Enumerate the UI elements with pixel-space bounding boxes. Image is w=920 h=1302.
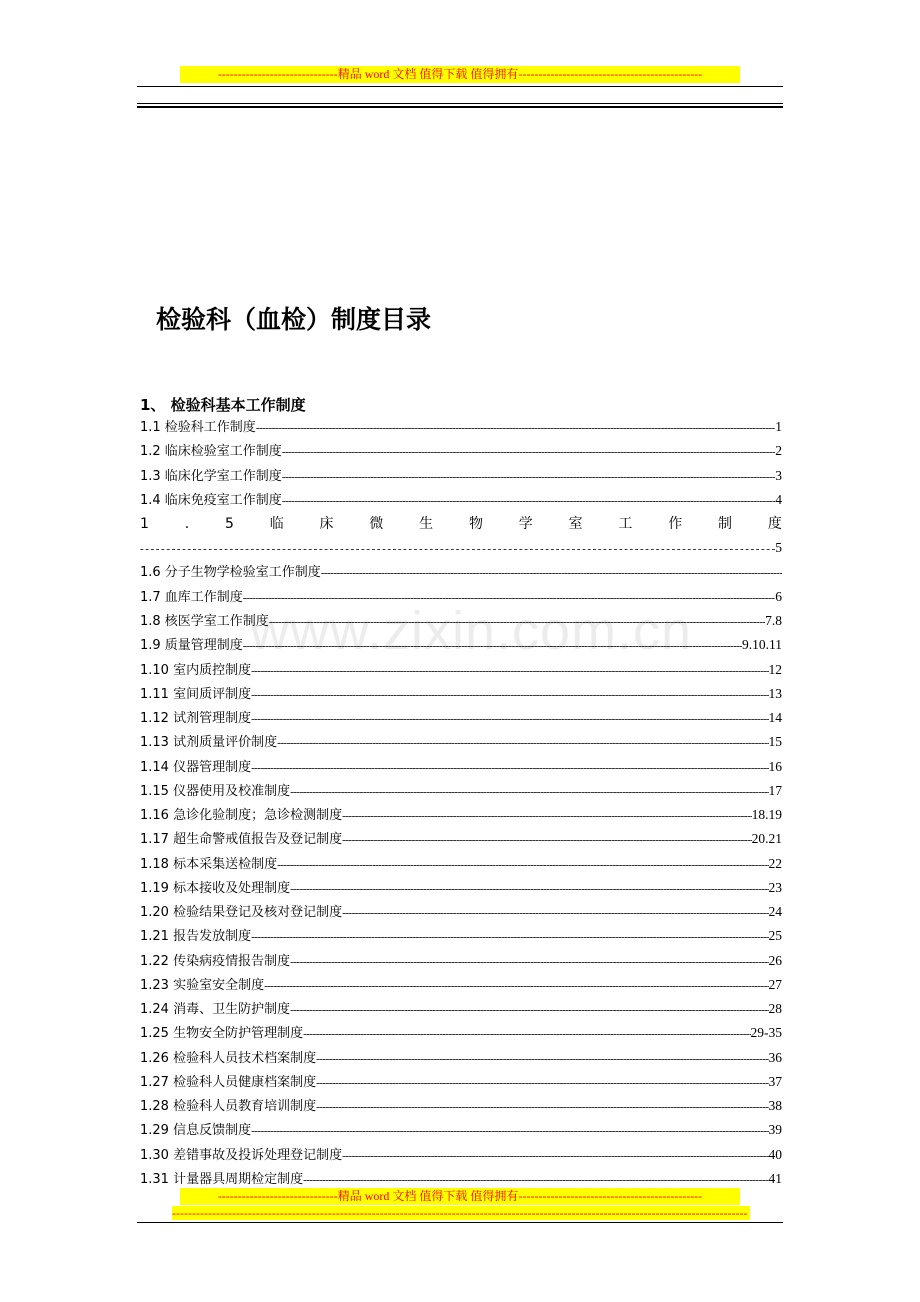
toc-leader <box>342 804 752 827</box>
toc-entry-page: 14 <box>768 710 782 725</box>
header-rule <box>137 86 783 87</box>
toc-entry-label-char: 学 <box>518 516 533 532</box>
toc-entry-label: 1.25 生物安全防护管理制度 <box>140 1026 304 1042</box>
toc-entry-page: 27 <box>768 976 782 992</box>
toc-entry-label: 1.6 分子生物学检验室工作制度 <box>140 564 321 580</box>
footer-banner: ------------------------------精品 word 文档 值得下载 值得拥有---------------------------------------------- <box>180 1188 740 1205</box>
toc-entry-label: 1.11 室间质评制度 <box>140 686 252 702</box>
toc-entry-continuation <box>140 536 782 560</box>
toc-entry-page: 37 <box>768 1073 782 1089</box>
toc-entry-page: 17 <box>768 782 782 798</box>
toc-entry-label: 1.24 消毒、卫生防护制度 <box>140 1002 291 1017</box>
toc-entry-label: 1.1 检验科工作制度 <box>140 420 256 435</box>
toc-entry[interactable] <box>140 827 782 851</box>
toc-entry-label-char: 度 <box>767 516 782 532</box>
toc-entry[interactable] <box>140 779 782 803</box>
toc-entry[interactable] <box>140 439 782 463</box>
toc-leader <box>282 440 775 463</box>
toc-entry-page: 20.21 <box>751 831 782 847</box>
toc-leader <box>251 683 768 706</box>
toc-entry-label-char: 床 <box>319 516 334 532</box>
toc-entry[interactable] <box>140 1094 782 1118</box>
toc-entry-page: 18.19 <box>751 807 782 822</box>
toc-entry-page: 13 <box>768 685 782 701</box>
toc-entry-page: 22 <box>768 855 782 871</box>
toc-entry[interactable] <box>140 658 782 682</box>
toc-entry[interactable] <box>140 852 782 876</box>
toc-entry-label: 1.13 试剂质量评价制度 <box>140 735 278 751</box>
toc-entry-label: 1.27 检验科人员健康档案制度 <box>140 1074 317 1090</box>
toc-entry[interactable] <box>140 1046 782 1070</box>
toc-leader <box>277 731 768 754</box>
toc-entry-label: 1.8 核医学室工作制度 <box>140 614 269 629</box>
toc-entry-page: 4 <box>775 491 782 507</box>
footer-rule <box>137 1222 783 1223</box>
toc-entry-label: 1.2 临床检验室工作制度 <box>140 444 282 460</box>
toc-entry-label: 1.15 仪器使用及校准制度 <box>140 783 291 799</box>
toc-entry-page: 36 <box>768 1049 782 1065</box>
toc-entry[interactable] <box>140 876 782 900</box>
toc-entry[interactable] <box>140 730 782 754</box>
toc-leader <box>277 853 768 876</box>
toc-entry[interactable] <box>140 488 782 512</box>
toc-entry[interactable] <box>140 633 782 657</box>
toc-entry-spread[interactable] <box>140 512 782 536</box>
toc-entry-label: 1.12 试剂管理制度 <box>140 711 252 726</box>
toc-entry-page: 6 <box>775 588 782 604</box>
toc-entry-page: 7.8 <box>765 613 782 628</box>
toc-entry[interactable] <box>140 949 782 973</box>
toc-leader <box>290 998 768 1021</box>
toc-leader <box>251 707 768 730</box>
toc-entry-label-char: 1 <box>140 516 149 532</box>
toc-entry[interactable] <box>140 1143 782 1167</box>
toc-entry-label: 1.17 超生命警戒值报告及登记制度 <box>140 832 343 848</box>
toc-entry-page: 40 <box>768 1146 782 1162</box>
footer-dash-line: ------------------------------------------------------------------------------------------------------------------------------------------------ <box>172 1206 750 1220</box>
toc-entry-page: 26 <box>768 952 782 968</box>
toc-entry-page: 29-35 <box>750 1025 782 1041</box>
toc-entry-label-char: 室 <box>568 516 583 532</box>
toc-entry[interactable] <box>140 900 782 924</box>
toc-leader <box>282 465 775 488</box>
toc-entry-label-char: 微 <box>369 516 384 532</box>
toc-entry-page: 12 <box>768 661 782 677</box>
toc-entry-page: 41 <box>768 1170 782 1186</box>
toc-entry-label: 1.16 急诊化验制度；急诊检测制度 <box>140 808 343 823</box>
toc-leader <box>290 780 768 803</box>
toc-entry-page: 16 <box>768 758 782 774</box>
toc-entry[interactable] <box>140 706 782 730</box>
toc-entry-label: 1.26 检验科人员技术档案制度 <box>140 1050 317 1066</box>
toc-entry-page: 2 <box>775 443 782 459</box>
toc-leader <box>251 659 768 682</box>
toc-entry[interactable] <box>140 415 782 439</box>
toc-leader <box>243 634 742 657</box>
toc-entry-page: 1 <box>775 419 782 434</box>
toc-entry[interactable] <box>140 1021 782 1045</box>
toc-entry-label: 1.7 血库工作制度 <box>140 589 243 605</box>
toc-entry-label: 1.21 报告发放制度 <box>140 929 252 945</box>
toc-entry-label-char: . <box>184 516 190 532</box>
toc-entry[interactable] <box>140 561 782 585</box>
header-banner: ------------------------------精品 word 文档 值得下载 值得拥有---------------------------------------------- <box>180 66 740 83</box>
toc-entry-label-char: 5 <box>225 516 234 532</box>
toc-entry[interactable] <box>140 585 782 609</box>
toc-leader <box>256 416 775 439</box>
toc-leader <box>251 756 768 779</box>
toc-leader <box>251 925 768 948</box>
toc-entry-label: 1.30 差错事故及投诉处理登记制度 <box>140 1147 343 1163</box>
toc-entry[interactable] <box>140 755 782 779</box>
header-double-rule-bottom <box>137 106 783 108</box>
toc-leader <box>342 1144 768 1167</box>
toc-entry-label: 1.31 计量器具周期检定制度 <box>140 1171 304 1187</box>
toc-entry[interactable] <box>140 973 782 997</box>
toc-entry[interactable] <box>140 464 782 488</box>
toc-entry-label: 1.18 标本采集送检制度 <box>140 856 278 872</box>
toc-entry-page: 24 <box>768 904 782 919</box>
toc-entry-label-char: 生 <box>419 516 434 532</box>
toc-leader <box>316 1047 768 1070</box>
toc-entry-label: 1.28 检验科人员教育培训制度 <box>140 1099 317 1114</box>
toc-entry-page: 25 <box>768 928 782 944</box>
toc-entry-label: 1.23 实验室安全制度 <box>140 977 265 993</box>
toc-entry-page: 3 <box>775 467 782 483</box>
toc-leader <box>316 1095 768 1118</box>
toc-entry-page: 38 <box>768 1098 782 1113</box>
toc-entry-label-char: 工 <box>618 516 633 532</box>
toc-leader <box>290 950 768 973</box>
toc-entry[interactable] <box>140 609 782 633</box>
toc-leader <box>269 610 765 633</box>
section-heading: 1、 检验科基本工作制度 <box>140 396 306 414</box>
toc-entry-label-char: 作 <box>668 516 683 532</box>
toc-entry-label-char: 制 <box>718 516 733 532</box>
toc-entry-page: 15 <box>768 734 782 750</box>
toc-entry-page: 23 <box>768 879 782 895</box>
toc-entry-label: 1.22 传染病疫情报告制度 <box>140 953 291 969</box>
toc-entry-label: 1.14 仪器管理制度 <box>140 759 252 775</box>
toc-entry-label: 1.19 标本接收及处理制度 <box>140 880 291 896</box>
toc-entry-label: 1.4 临床免疫室工作制度 <box>140 492 282 508</box>
toc-leader <box>342 901 768 924</box>
toc-entry-label: 1.20 检验结果登记及核对登记制度 <box>140 905 343 920</box>
toc-entry[interactable] <box>140 682 782 706</box>
toc-leader <box>251 1119 768 1142</box>
toc-leader <box>342 828 752 851</box>
toc-entry[interactable] <box>140 997 782 1021</box>
toc-entry-label-char: 临 <box>269 516 284 532</box>
toc-entry[interactable] <box>140 924 782 948</box>
toc-leader <box>282 489 775 512</box>
toc-entry-label: 1.10 室内质控制度 <box>140 662 252 678</box>
toc-entry-label: 1.3 临床化学室工作制度 <box>140 468 282 484</box>
toc-entry[interactable] <box>140 1070 782 1094</box>
toc-leader <box>140 537 775 560</box>
toc-entry[interactable] <box>140 803 782 827</box>
toc-entry-page: 28 <box>768 1001 782 1016</box>
toc-entry[interactable] <box>140 1118 782 1142</box>
table-of-contents <box>140 415 782 1191</box>
toc-leader <box>303 1022 750 1045</box>
toc-leader <box>290 877 768 900</box>
toc-entry-label: 1.29 信息反馈制度 <box>140 1123 252 1139</box>
toc-entry-label-char: 物 <box>468 516 483 532</box>
watermark: www.zixin.com.cn <box>250 601 693 661</box>
toc-entry-label: 1.9 质量管理制度 <box>140 638 243 654</box>
toc-entry-page: 5 <box>775 540 782 556</box>
toc-entry-page: 9.10.11 <box>742 637 782 653</box>
toc-leader <box>243 586 775 609</box>
toc-leader <box>264 974 768 997</box>
document-title: 检验科（血检）制度目录 <box>156 305 432 334</box>
toc-leader <box>316 1071 768 1094</box>
toc-entry-page: 39 <box>768 1122 782 1138</box>
header-double-rule-top <box>137 103 783 104</box>
toc-leader <box>321 561 782 585</box>
